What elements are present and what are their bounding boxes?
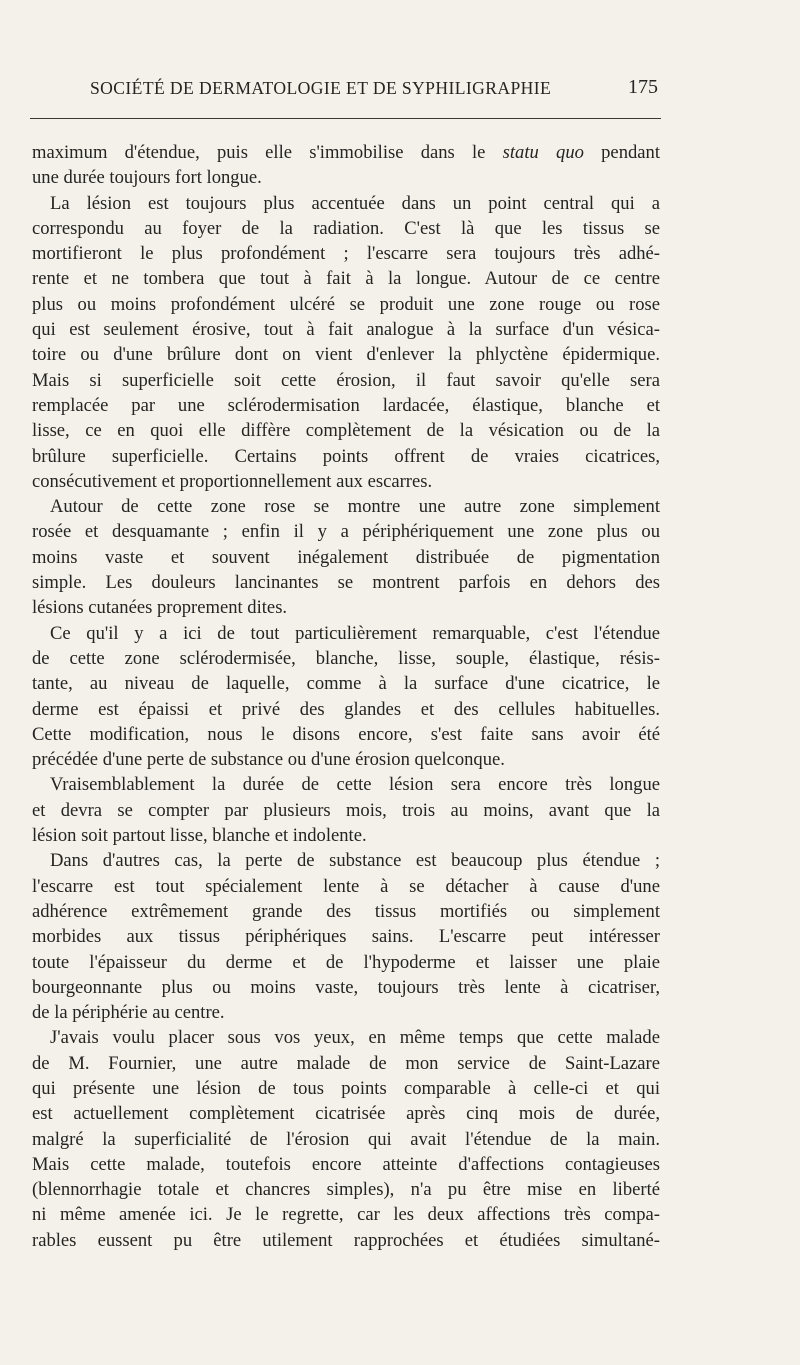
- text-line: J'avais voulu placer sous vos yeux, en même temps que cette malade: [50, 1027, 660, 1049]
- text-line: malgré la superficialité de l'érosion qui avait l'étendue de la main.: [32, 1128, 660, 1150]
- text-line: consécutivement et proportionnellement aux escarres.: [32, 470, 433, 492]
- running-header: [90, 78, 660, 106]
- text-line: lisse, ce en quoi elle diffère complètement de la vésication ou de la: [32, 420, 660, 442]
- text-line: Dans d'autres cas, la perte de substance est beaucoup plus étendue ;: [50, 850, 660, 872]
- text-line: de la périphérie au centre.: [32, 1002, 225, 1024]
- text-line: rente et ne tombera que tout à fait à la longue. Autour de ce centre: [32, 268, 660, 290]
- text-line: Mais si superficielle soit cette érosion, il faut savoir qu'elle sera: [32, 369, 660, 391]
- text-line: rosée et desquamante ; enfin il y a périphériquement une zone plus ou: [32, 521, 660, 543]
- text-line: moins vaste et souvent inégalement distribuée de pigmentation: [32, 546, 660, 568]
- text-segment: maximum d'étendue, puis elle s'immobilise dans le: [32, 142, 503, 163]
- text-line: Cette modification, nous le disons encore, s'est faite sans avoir été: [32, 723, 660, 745]
- text-line: est actuellement complètement cicatrisée après cinq mois de durée,: [32, 1103, 660, 1125]
- text-line: plus ou moins profondément ulcéré se produit une zone rouge ou rose: [32, 293, 660, 315]
- text-line: brûlure superficielle. Certains points offrent de vraies cicatrices,: [32, 445, 660, 467]
- text-line: derme est épaissi et privé des glandes et des cellules habituelles.: [32, 698, 660, 720]
- text-line: correspondu au foyer de la radiation. C'est là que les tissus se: [32, 217, 660, 239]
- text-line: lésions cutanées proprement dites.: [32, 597, 288, 619]
- text-segment: pendant: [583, 142, 660, 163]
- text-line: qui est seulement érosive, tout à fait analogue à la surface d'un vésica-: [32, 319, 660, 341]
- text-line: ni même amenée ici. Je le regrette, car les deux affections très compa-: [32, 1204, 660, 1226]
- text-line: morbides aux tissus périphériques sains. L'escarre peut intéresser: [32, 926, 660, 948]
- text-line: [32, 140, 660, 165]
- running-title: SOCIÉTÉ DE DERMATOLOGIE ET DE SYPHILIGRAPHIE: [90, 78, 552, 98]
- text-line: Vraisemblablement la durée de cette lésion sera encore très longue: [50, 774, 660, 796]
- text-line: lésion soit partout lisse, blanche et indolente.: [32, 825, 367, 847]
- text-line: Autour de cette zone rose se montre une autre zone simplement: [50, 496, 660, 518]
- text-line: (blennorrhagie totale et chancres simples), n'a pu être mise en liberté: [32, 1179, 660, 1201]
- text-line: Ce qu'il y a ici de tout particulièrement remarquable, c'est l'étendue: [50, 622, 660, 644]
- text-line: Mais cette malade, toutefois encore atteinte d'affections contagieuses: [32, 1153, 660, 1175]
- page-number: 175: [628, 76, 658, 98]
- text-line: tante, au niveau de laquelle, comme à la surface d'une cicatrice, le: [32, 673, 660, 695]
- text-line: de M. Fournier, une autre malade de mon service de Saint-Lazare: [32, 1052, 660, 1074]
- italic-phrase: statu quo: [502, 142, 584, 163]
- text-line: bourgeonnante plus ou moins vaste, toujours très lente à cicatriser,: [32, 976, 660, 998]
- text-line: rables eussent pu être utilement rapprochées et étudiées simultané-: [32, 1229, 660, 1251]
- body-text: [32, 140, 660, 1253]
- text-line: mortifieront le plus profondément ; l'escarre sera toujours très adhé-: [32, 243, 660, 265]
- text-line: La lésion est toujours plus accentuée dans un point central qui a: [50, 192, 660, 214]
- text-line: l'escarre est tout spécialement lente à se détacher à cause d'une: [32, 875, 660, 897]
- text-line: qui présente une lésion de tous points comparable à celle-ci et qui: [32, 1077, 660, 1099]
- text-line: toire ou d'une brûlure dont on vient d'enlever la phlyctène épidermique.: [32, 344, 660, 366]
- text-line: simple. Les douleurs lancinantes se montrent parfois en dehors des: [32, 572, 660, 594]
- text-line: remplacée par une sclérodermisation lardacée, élastique, blanche et: [32, 394, 660, 416]
- text-line: toute l'épaisseur du derme et de l'hypoderme et laisser une plaie: [32, 951, 660, 973]
- header-rule: [30, 118, 661, 119]
- text-line: adhérence extrêmement grande des tissus mortifiés ou simplement: [32, 900, 660, 922]
- text-line: une durée toujours fort longue.: [32, 167, 262, 189]
- text-line: de cette zone sclérodermisée, blanche, lisse, souple, élastique, résis-: [32, 647, 660, 669]
- text-line: et devra se compter par plusieurs mois, trois au moins, avant que la: [32, 799, 660, 821]
- text-line: précédée d'une perte de substance ou d'une érosion quelconque.: [32, 749, 505, 771]
